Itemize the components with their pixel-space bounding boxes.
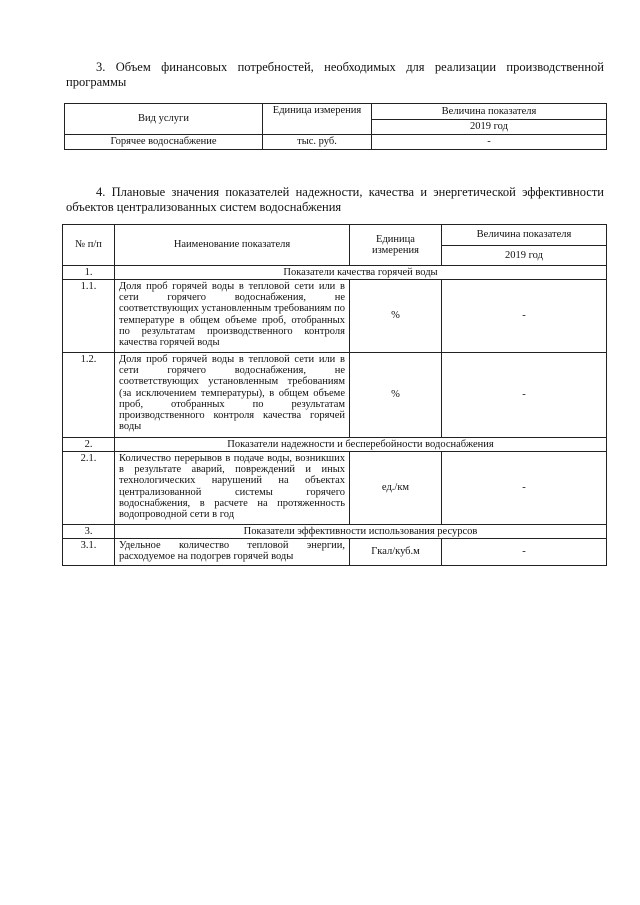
row-name: Удельное количество тепловой энергии, расходуемое на подогрев горячей воды bbox=[115, 539, 350, 566]
row-unit: % bbox=[350, 353, 442, 438]
group-num: 3. bbox=[63, 525, 115, 539]
cell-unit: тыс. руб. bbox=[263, 135, 372, 150]
indicators-table bbox=[62, 224, 607, 566]
row-name: Количество перерывов в подаче воды, возникших в результате аварий, повреждений и иных технологических нарушений на объектах централизованной системы горячего водоснабжения, в расчете на протяженность водопроводной сети в год bbox=[115, 452, 350, 525]
row-value: - bbox=[442, 280, 607, 353]
group-title: Показатели эффективности использования ресурсов bbox=[115, 525, 607, 539]
row-num: 3.1. bbox=[63, 539, 115, 566]
section-4-heading: 4. Плановые значения показателей надежности, качества и энергетической эффективности объектов централизованных систем водоснабжения bbox=[66, 185, 604, 214]
col-header-value: Величина показателя bbox=[442, 225, 607, 246]
col-header-service: Вид услуги bbox=[65, 104, 263, 135]
col-header-name: Наименование показателя bbox=[115, 225, 350, 266]
col-header-num: № п/п bbox=[63, 225, 115, 266]
cell-service: Горячее водоснабжение bbox=[65, 135, 263, 150]
row-num: 1.1. bbox=[63, 280, 115, 353]
col-header-unit: Единица измерения bbox=[350, 225, 442, 266]
row-value: - bbox=[442, 353, 607, 438]
row-name: Доля проб горячей воды в тепловой сети или в сети горячего водоснабжения, не соответствующих установленным требованиям по температуре в общем объеме проб, отобранных по результатам производственного контроля качества горячей воды bbox=[115, 280, 350, 353]
col-header-value: Величина показателя bbox=[372, 104, 607, 120]
cell-value: - bbox=[372, 135, 607, 150]
col-header-year: 2019 год bbox=[372, 119, 607, 135]
row-num: 2.1. bbox=[63, 452, 115, 525]
col-header-year: 2019 год bbox=[442, 246, 607, 266]
group-num: 2. bbox=[63, 438, 115, 452]
row-name: Доля проб горячей воды в тепловой сети или в сети горячего водоснабжения, не соответствующих установленным требованиям (за исключением температуры), в общем объеме проб, отобранных по результатам производственного контроля качества горячей воды bbox=[115, 353, 350, 438]
row-unit: Гкал/куб.м bbox=[350, 539, 442, 566]
group-title: Показатели надежности и бесперебойности водоснабжения bbox=[115, 438, 607, 452]
row-value: - bbox=[442, 539, 607, 566]
row-unit: ед./км bbox=[350, 452, 442, 525]
row-unit: % bbox=[350, 280, 442, 353]
row-value: - bbox=[442, 452, 607, 525]
row-num: 1.2. bbox=[63, 353, 115, 438]
group-title: Показатели качества горячей воды bbox=[115, 266, 607, 280]
group-num: 1. bbox=[63, 266, 115, 280]
financial-needs-table bbox=[64, 103, 607, 150]
col-header-unit: Единица измерения bbox=[263, 104, 372, 135]
section-3-heading: 3. Объем финансовых потребностей, необходимых для реализации производственной программы bbox=[66, 60, 604, 89]
